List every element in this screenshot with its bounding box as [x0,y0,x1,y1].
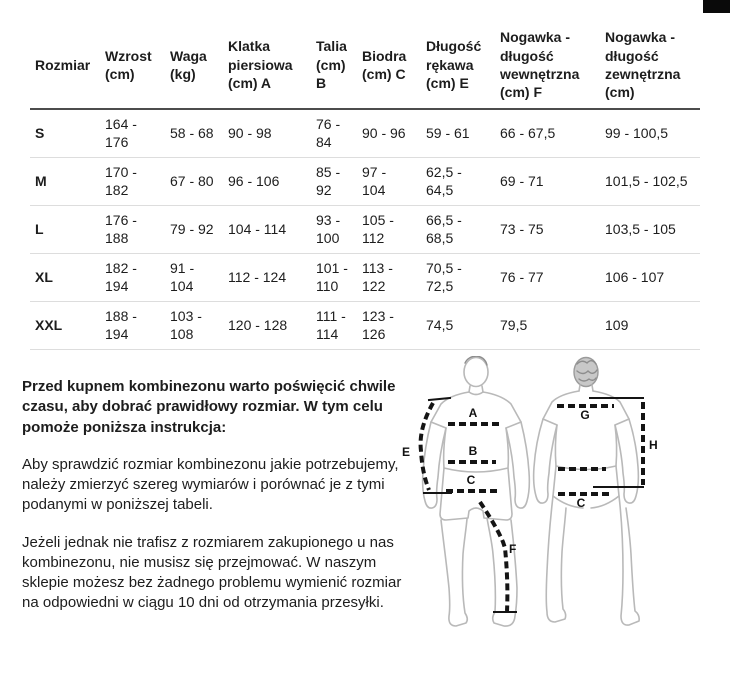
measurement-diagram [392,356,730,656]
instructions-paragraph-1: Aby sprawdzić rozmiar kombinezonu jakie potrzebujemy, należy zmierzyć szereg wymiarów i porównać je z tymi podanymi w poniższej tabeli. [22,455,399,514]
cell: 111 - 114 [311,301,357,349]
cell: 70,5 - 72,5 [421,253,495,301]
cell: 90 - 98 [223,109,311,157]
cell: 96 - 106 [223,157,311,205]
col-header-talia: Talia (cm) B [311,22,357,109]
cell: 99 - 100,5 [600,109,700,157]
sleeve-measure-label: E [402,445,411,459]
col-header-klatka: Klatka piersiowa (cm) A [223,22,311,109]
table-row-l [30,205,700,253]
cell: 188 - 194 [100,301,165,349]
col-header-nogawka-zewnetrzna: Nogawka - długość zewnętrzna (cm) [600,22,700,109]
table-row-s [30,109,700,157]
col-header-rekaw: Długość rękawa (cm) E [421,22,495,109]
table-row-xxl [30,301,700,349]
hips-back-measure-label: C [576,496,586,510]
cell: 113 - 122 [357,253,421,301]
shoulder-measure-label: G [580,408,590,422]
cell: 123 - 126 [357,301,421,349]
table-row-xl [30,253,700,301]
size-label: M [30,157,100,205]
cell: 120 - 128 [223,301,311,349]
cell: 176 - 188 [100,205,165,253]
back-length-measure-label: H [649,438,658,452]
cell: 182 - 194 [100,253,165,301]
cell: 85 - 92 [311,157,357,205]
cell: 76 - 77 [495,253,600,301]
size-label: L [30,205,100,253]
cell: 59 - 61 [421,109,495,157]
col-header-wzrost: Wzrost (cm) [100,22,165,109]
inseam-measure-label: F [509,542,517,556]
sizing-instructions [22,377,404,631]
cell: 62,5 - 64,5 [421,157,495,205]
cell: 79,5 [495,301,600,349]
cell: 66,5 - 68,5 [421,205,495,253]
cell: 112 - 124 [223,253,311,301]
size-label: XXL [30,301,100,349]
table-header-row [30,22,700,109]
cell: 101 - 110 [311,253,357,301]
cell: 97 - 104 [357,157,421,205]
size-chart-table [30,22,700,350]
cell: 67 - 80 [165,157,223,205]
cell: 79 - 92 [165,205,223,253]
cell: 90 - 96 [357,109,421,157]
col-header-nogawka-wewnetrzna: Nogawka - długość wewnętrzna (cm) F [495,22,600,109]
cell: 66 - 67,5 [495,109,600,157]
cell: 74,5 [421,301,495,349]
hips-front-measure-label: C [466,473,476,487]
waist-measure-label: B [468,444,478,458]
cell: 170 - 182 [100,157,165,205]
cell: 101,5 - 102,5 [600,157,700,205]
cell: 58 - 68 [165,109,223,157]
instructions-lead-paragraph: Przed kupnem kombinezonu warto poświęcić chwile czasu, aby dobrać prawidłowy rozmiar. W tym celu pomoże poniższa instrukcja: [22,378,396,436]
front-figure [423,356,530,626]
cell: 73 - 75 [495,205,600,253]
col-header-waga: Waga (kg) [165,22,223,109]
chest-measure-label: A [468,406,478,420]
cell: 69 - 71 [495,157,600,205]
cell: 104 - 114 [223,205,311,253]
cell: 93 - 100 [311,205,357,253]
cell: 76 - 84 [311,109,357,157]
cell: 164 - 176 [100,109,165,157]
size-label: S [30,109,100,157]
size-label: XL [30,253,100,301]
col-header-rozmiar: Rozmiar [30,22,100,109]
cell: 105 - 112 [357,205,421,253]
col-header-biodra: Biodra (cm) C [357,22,421,109]
cell: 103,5 - 105 [600,205,700,253]
cell: 109 [600,301,700,349]
cell: 91 - 104 [165,253,223,301]
cell: 103 - 108 [165,301,223,349]
instructions-paragraph-2: Jeżeli jednak nie trafisz z rozmiarem zakupionego u nas kombinezonu, nie musisz się przejmować. W naszym sklepie możesz bez żadnego problemu wymienić rozmiar na odpowiedni w ciągu 10 dni od otrzymania przesyłki. [22,533,402,612]
corner-artifact [703,0,730,13]
table-row-m [30,157,700,205]
cell: 106 - 107 [600,253,700,301]
